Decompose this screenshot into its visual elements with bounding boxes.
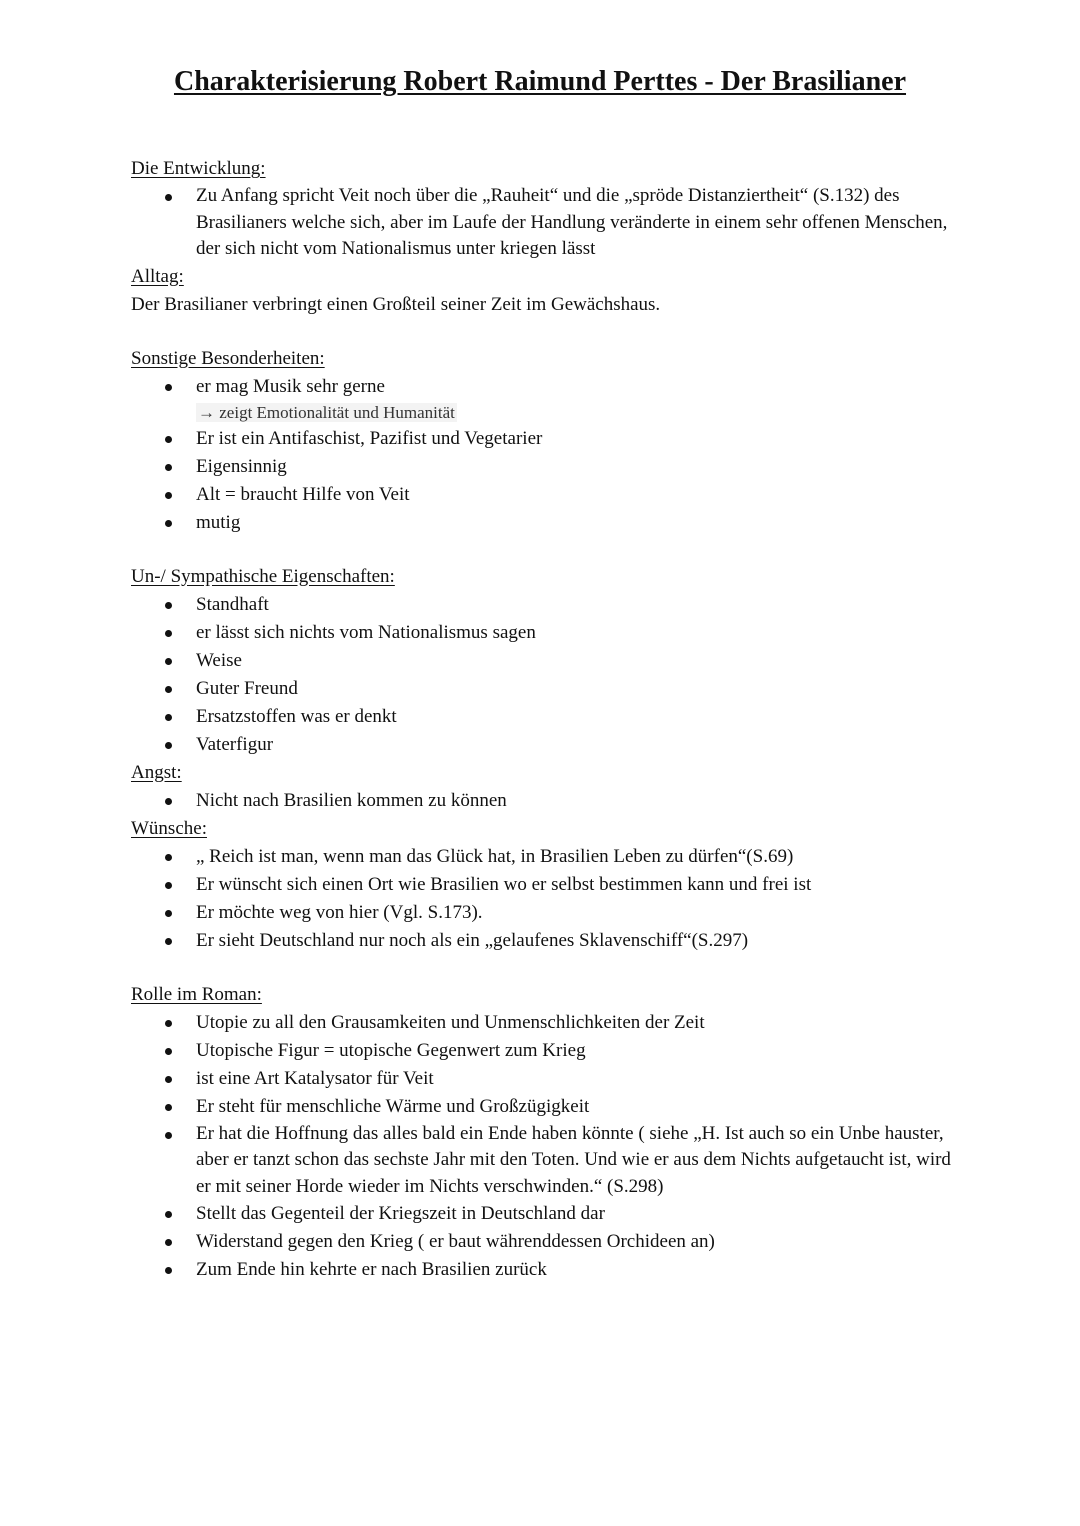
document-body — [131, 155, 951, 1284]
list-item: Standhaft — [131, 591, 951, 619]
heading-alltag: Alltag: — [131, 265, 184, 287]
list-item: Er steht für menschliche Wärme und Großzügigkeit — [131, 1093, 951, 1121]
list-item: Alt = braucht Hilfe von Veit — [131, 481, 951, 509]
list-item: mutig — [131, 509, 951, 537]
list-rolle — [131, 1009, 951, 1285]
list-item: Zu Anfang spricht Veit noch über die „Rauheit“ und die „spröde Distanziertheit“ (S.132) des Brasilianers welche sich, aber im Laufe der Handlung veränderte in einem sehr offenen Menschen, der sich nicht vom Nationalismus unter kriegen lässt — [131, 183, 951, 263]
list-item: Widerstand gegen den Krieg ( er baut währenddessen Orchideen an) — [131, 1228, 951, 1256]
page-title: Charakterisierung Robert Raimund Perttes - Der Brasilianer — [173, 66, 907, 97]
list-item: Utopie zu all den Grausamkeiten und Unmenschlichkeiten der Zeit — [131, 1009, 951, 1037]
heading-entwicklung: Die Entwicklung: — [131, 158, 266, 179]
list-item: Er wünscht sich einen Ort wie Brasilien wo er selbst bestimmen kann und frei ist — [131, 871, 951, 899]
list-item: Stellt das Gegenteil der Kriegszeit in Deutschland dar — [131, 1200, 951, 1228]
heading-sonstige: Sonstige Besonderheiten: — [131, 347, 325, 369]
heading-rolle: Rolle im Roman: — [131, 983, 262, 1005]
list-item: Vaterfigur — [131, 731, 951, 759]
list-sonstige-cont — [131, 425, 951, 537]
heading-eigenschaften: Un-/ Sympathische Eigenschaften: — [131, 565, 395, 587]
arrow-note: → zeigt Emotionalität und Humanität — [198, 402, 455, 422]
list-item: Er hat die Hoffnung das alles bald ein Ende haben könnte ( siehe „H. Ist auch so ein Unbe hauster, aber er tanzt schon das sechste Jahr mit den Toten. Und wie er aus dem Nichts aufgetaucht ist, wird er mit seiner Horde wieder im Nichts verschwinden.“ (S.298) — [131, 1121, 951, 1201]
list-wuensche — [131, 843, 951, 955]
list-item: er lässt sich nichts vom Nationalismus sagen — [131, 619, 951, 647]
list-item: Er möchte weg von hier (Vgl. S.173). — [131, 899, 951, 927]
alltag-text: Der Brasilianer verbringt einen Großteil seiner Zeit im Gewächshaus. — [131, 293, 661, 315]
list-item: Er sieht Deutschland nur noch als ein „gelaufenes Sklavenschiff“(S.297) — [131, 927, 951, 955]
list-item: Utopische Figur = utopische Gegenwert zum Krieg — [131, 1037, 951, 1065]
list-item: er mag Musik sehr gerne — [131, 373, 951, 401]
list-item: Weise — [131, 647, 951, 675]
list-item: Guter Freund — [131, 675, 951, 703]
list-item: Zum Ende hin kehrte er nach Brasilien zurück — [131, 1256, 951, 1284]
heading-wuensche: Wünsche: — [131, 817, 207, 839]
list-item: Ersatzstoffen was er denkt — [131, 703, 951, 731]
list-item: Eigensinnig — [131, 453, 951, 481]
list-entwicklung — [131, 183, 951, 263]
list-item: Er ist ein Antifaschist, Pazifist und Vegetarier — [131, 425, 951, 453]
list-sonstige — [131, 373, 951, 401]
list-eigenschaften — [131, 591, 951, 759]
list-item: ist eine Art Katalysator für Veit — [131, 1065, 951, 1093]
list-angst — [131, 787, 951, 815]
heading-angst: Angst: — [131, 761, 182, 783]
list-item: Nicht nach Brasilien kommen zu können — [131, 787, 951, 815]
list-item: „ Reich ist man, wenn man das Glück hat, in Brasilien Leben zu dürfen“(S.69) — [131, 843, 951, 871]
